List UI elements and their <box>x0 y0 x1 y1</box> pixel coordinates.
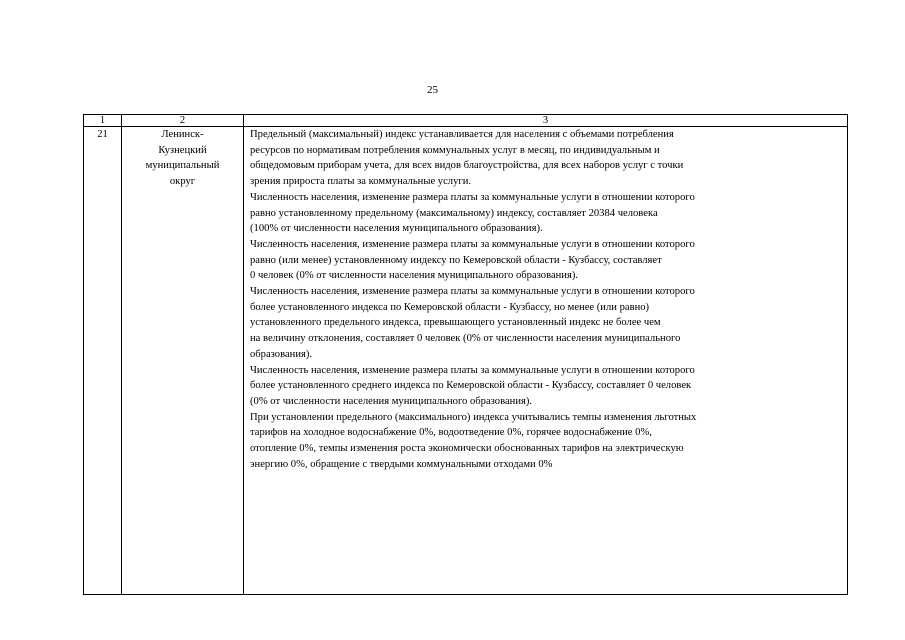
row-number: 21 <box>84 127 122 595</box>
column-header-1: 1 <box>84 115 122 127</box>
municipality-text: Ленинск- Кузнецкий муниципальный округ <box>145 129 220 188</box>
column-header-2: 2 <box>122 115 244 127</box>
page-number: 25 <box>427 84 438 96</box>
description-cell <box>244 127 848 595</box>
paragraph-tariff-rates: При установлении предельного (максимального) индекса учитывались темпы изменения льготных тарифов на холодное водоснабжение 0%, водоотведение 0%, горячее водоснабжение 0%, отопление 0%, темпы изменения роста экономически обоснованных тарифов на электрическую энергию 0%, обращение с твердыми коммунальными отходами 0% <box>250 411 697 470</box>
paragraph-equal-or-less-index: Численность населения, изменение размера платы за коммунальные услуги в отношении которого равно (или менее) установленному индексу по Кемеровской области - Кузбассу, составляет 0 человек (0% от численности населения муниципального образования). <box>250 238 695 282</box>
table-header-row <box>84 115 848 127</box>
paragraph-equal-max-index: Численность населения, изменение размера платы за коммунальные услуги в отношении которого равно установленному предельному (максимальному) индексу, составляет 20384 человека (100% от численности населения муниципального образования). <box>250 191 695 235</box>
table-row <box>84 127 848 595</box>
paragraph-between-indexes: Численность населения, изменение размера платы за коммунальные услуги в отношении которого более установленного индекса по Кемеровской области - Кузбассу, но менее (или равно) установленного предельного индекса, превышающего установленный индекс не более чем на величину отклонения, составляет 0 человек (0% от численности населения муниципального образования). <box>250 286 695 360</box>
column-header-3: 3 <box>244 115 848 127</box>
municipality-name <box>122 127 244 595</box>
index-table <box>83 114 848 595</box>
paragraph-above-average-index: Численность населения, изменение размера платы за коммунальные услуги в отношении которого более установленного среднего индекса по Кемеровской области - Кузбассу, составляет 0 человек (0% от численности населения муниципального образования). <box>250 364 695 407</box>
paragraph-max-index: Предельный (максимальный) индекс устанавливается для населения с объемами потребления ресурсов по нормативам потребления коммунальных услуг в месяц, по индивидуальным и общедомовым приборам учета, для всех видов благоустройства, для всех наборов услуг с точки зрения прироста платы за коммунальные услуги. <box>250 129 684 188</box>
